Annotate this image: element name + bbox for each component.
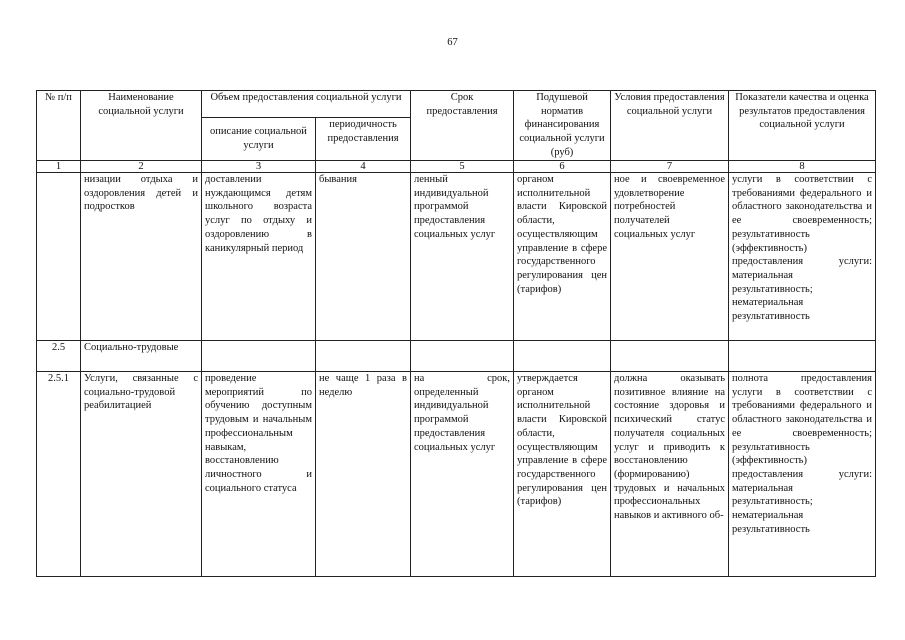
table-row bbox=[37, 372, 876, 577]
quality-cell: услуги в соответствии с требованиями федерального и областного законодательства и ее своевременность; результативность (эффективность) предоставления услуги: материальная результативность; нематериальная результативность bbox=[729, 173, 876, 341]
header-term: Срок предоставления bbox=[411, 91, 514, 161]
conditions-cell: ное и своевременное удовлетворение потребностей получателей социальных услуг bbox=[611, 173, 729, 341]
norm-cell: органом исполнительной власти Кировской области, осуществляющим управление в сфере государственного регулирования цен (тарифов) bbox=[514, 173, 611, 341]
column-number: 8 bbox=[729, 161, 876, 173]
column-number: 2 bbox=[81, 161, 202, 173]
header-service-name: Наименование социальной услуги bbox=[81, 91, 202, 161]
column-number: 3 bbox=[202, 161, 316, 173]
column-number: 1 bbox=[37, 161, 81, 173]
header-volume-group: Объем предоставления социальной услуги bbox=[202, 91, 411, 118]
social-services-table bbox=[36, 90, 876, 577]
periodicity-cell: бывания bbox=[316, 173, 411, 341]
quality-cell bbox=[729, 341, 876, 372]
norm-cell: утверждается органом исполнительной власти Кировской области, осуществляющим управление в сфере государственного регулирования цен (тарифов) bbox=[514, 372, 611, 577]
table-row bbox=[37, 173, 876, 341]
term-cell bbox=[411, 341, 514, 372]
row-number: 2.5.1 bbox=[37, 372, 81, 577]
column-number: 7 bbox=[611, 161, 729, 173]
periodicity-cell: не чаще 1 раза в неделю bbox=[316, 372, 411, 577]
header-periodicity: периодичность предоставления bbox=[316, 118, 411, 161]
description-cell: доставлении нуждающимся детям школьного возраста услуг по отдыху и оздоровлению в каникулярный период bbox=[202, 173, 316, 341]
header-num: № п/п bbox=[37, 91, 81, 161]
header-quality: Показатели качества и оценка результатов предоставления социальной услуги bbox=[729, 91, 876, 161]
page-number: 67 bbox=[447, 37, 458, 48]
column-numbers-row bbox=[37, 161, 876, 173]
service-name-cell: Социально-трудовые bbox=[81, 341, 202, 372]
service-name-cell: Услуги, связанные с социально-трудовой реабилитацией bbox=[81, 372, 202, 577]
table-row bbox=[37, 341, 876, 372]
term-cell: ленный индивидуальной программой предоставления социальных услуг bbox=[411, 173, 514, 341]
header-norm: Подушевой норматив финансирования социальной услуги (руб) bbox=[514, 91, 611, 161]
column-number: 4 bbox=[316, 161, 411, 173]
service-name-cell: низации отдыха и оздоровления детей и подростков bbox=[81, 173, 202, 341]
header-conditions: Условия предоставления социальной услуги bbox=[611, 91, 729, 161]
row-number bbox=[37, 173, 81, 341]
conditions-cell: должна оказывать позитивное влияние на состояние здоровья и психический статус получателя социальных услуг и приводить к восстановлению (формированию) трудовых и начальных профессиональных навыков и активного об- bbox=[611, 372, 729, 577]
header-description: описание социальной услуги bbox=[202, 118, 316, 161]
norm-cell bbox=[514, 341, 611, 372]
column-number: 6 bbox=[514, 161, 611, 173]
quality-cell: полнота предоставления услуги в соответствии с требованиями федерального и областного законодательства и ее своевременность; результативность (эффективность) предоставления услуги: материальная результативность; нематериальная результативность bbox=[729, 372, 876, 577]
periodicity-cell bbox=[316, 341, 411, 372]
row-number: 2.5 bbox=[37, 341, 81, 372]
term-cell: на срок, определенный индивидуальной программой предоставления социальных услуг bbox=[411, 372, 514, 577]
header-row-1 bbox=[37, 91, 876, 118]
description-cell bbox=[202, 341, 316, 372]
description-cell: проведение мероприятий по обучению доступным трудовым и начальным профессиональным навыкам, восстановлению личностного и социального статуса bbox=[202, 372, 316, 577]
column-number: 5 bbox=[411, 161, 514, 173]
conditions-cell bbox=[611, 341, 729, 372]
